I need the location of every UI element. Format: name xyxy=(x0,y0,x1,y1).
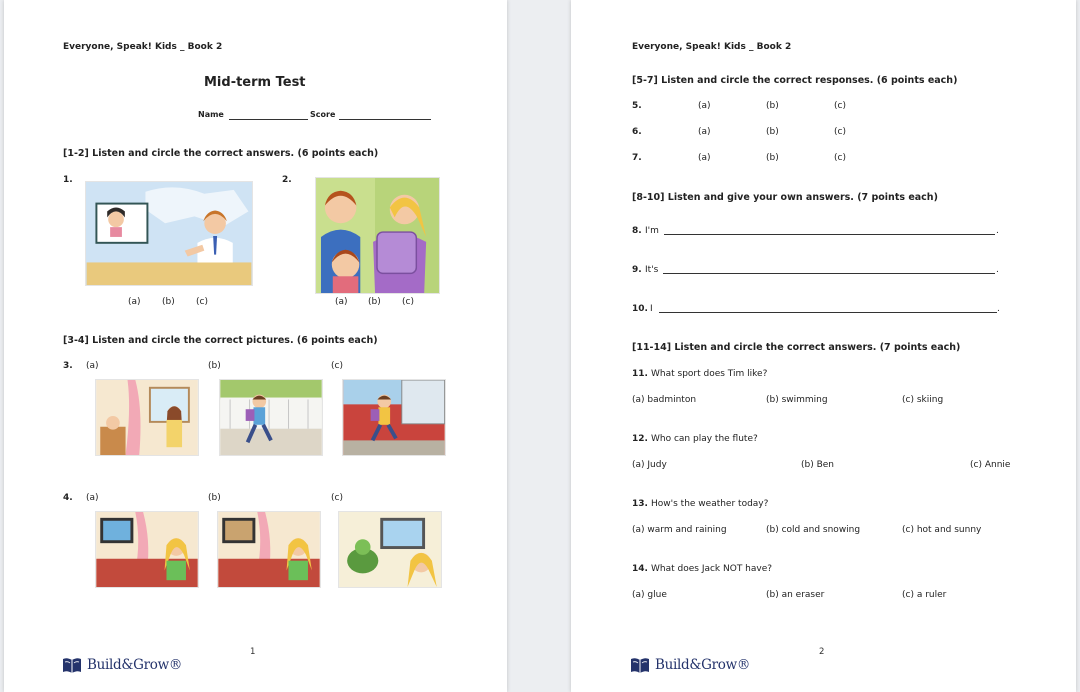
girl-tv-dog-illustration xyxy=(218,512,320,587)
girl-turtle-tv-illustration xyxy=(339,512,441,587)
news-anchor-illustration xyxy=(86,182,252,285)
test-page-1 xyxy=(4,0,507,692)
question-number-2: 2. xyxy=(282,175,292,185)
children-with-backpack-illustration xyxy=(316,178,439,293)
q3-option-c[interactable]: (c) xyxy=(331,361,343,371)
page-header: Everyone, Speak! Kids _ Book 2 xyxy=(63,42,223,52)
q8-answer-line[interactable] xyxy=(664,234,995,235)
build-and-grow-logo xyxy=(630,656,750,674)
boy-running-wall-illustration xyxy=(343,380,445,455)
logo-text: Build&Grow® xyxy=(655,657,751,673)
q11-option-c[interactable]: (c) skiing xyxy=(902,395,944,405)
q11-option-a[interactable]: (a) badminton xyxy=(632,395,697,405)
q10-answer-line[interactable] xyxy=(659,312,997,313)
page-title: Mid-term Test xyxy=(204,75,306,90)
q2-option-c[interactable]: (c) xyxy=(402,297,414,307)
section-11-14-instruction: [11-14] Listen and circle the correct answers. (7 points each) xyxy=(632,342,961,353)
question-2-picture xyxy=(315,177,440,294)
question-number-5: 5. xyxy=(632,101,642,111)
build-and-grow-logo xyxy=(62,656,182,674)
q1-option-a[interactable]: (a) xyxy=(128,297,141,307)
q11-option-b[interactable]: (b) swimming xyxy=(766,395,828,405)
test-page-2 xyxy=(571,0,1076,692)
q10-prompt: I xyxy=(650,304,653,314)
q9-period: . xyxy=(996,265,999,275)
q14-option-c[interactable]: (c) a ruler xyxy=(902,590,947,600)
q4-picture-b[interactable] xyxy=(217,511,321,588)
question-number-3: 3. xyxy=(63,361,73,371)
q3-picture-b[interactable] xyxy=(219,379,323,456)
book-logo-icon xyxy=(62,656,82,674)
boy-sleeping-illustration xyxy=(96,380,198,455)
q3-picture-c[interactable] xyxy=(342,379,446,456)
q4-picture-c[interactable] xyxy=(338,511,442,588)
question-number-9: 9. xyxy=(632,265,642,275)
score-label: Score xyxy=(310,110,336,119)
page-number: 2 xyxy=(819,647,825,657)
q9-prompt: It's xyxy=(645,265,659,275)
q2-option-a[interactable]: (a) xyxy=(335,297,348,307)
girl-watching-tv-illustration xyxy=(96,512,198,587)
q9-answer-line[interactable] xyxy=(663,273,995,274)
q7-option-b[interactable]: (b) xyxy=(766,153,779,163)
q14-option-a[interactable]: (a) glue xyxy=(632,590,667,600)
q12-option-c[interactable]: (c) Annie xyxy=(970,460,1011,470)
question-number-6: 6. xyxy=(632,127,642,137)
score-line[interactable] xyxy=(339,119,431,120)
section-1-2-instruction: [1-2] Listen and circle the correct answers. (6 points each) xyxy=(63,148,379,159)
q3-option-b[interactable]: (b) xyxy=(208,361,221,371)
question-number-10: 10. xyxy=(632,304,648,314)
q5-option-a[interactable]: (a) xyxy=(698,101,711,111)
page-header: Everyone, Speak! Kids _ Book 2 xyxy=(632,42,792,52)
name-label: Name xyxy=(198,110,224,119)
q11-text: What sport does Tim like? xyxy=(651,369,768,379)
q1-option-c[interactable]: (c) xyxy=(196,297,208,307)
q13-text: How's the weather today? xyxy=(651,499,769,509)
q6-option-a[interactable]: (a) xyxy=(698,127,711,137)
q6-option-c[interactable]: (c) xyxy=(834,127,846,137)
q7-option-c[interactable]: (c) xyxy=(834,153,846,163)
logo-text: Build&Grow® xyxy=(87,657,183,673)
q4-option-c[interactable]: (c) xyxy=(331,493,343,503)
question-1-picture xyxy=(85,181,253,286)
section-3-4-instruction: [3-4] Listen and circle the correct pictures. (6 points each) xyxy=(63,335,378,346)
question-number-13: 13. xyxy=(632,499,648,509)
section-8-10-instruction: [8-10] Listen and give your own answers. (7 points each) xyxy=(632,192,938,203)
boy-running-outside-illustration xyxy=(220,380,322,455)
q5-option-c[interactable]: (c) xyxy=(834,101,846,111)
question-number-11: 11. xyxy=(632,369,648,379)
question-number-7: 7. xyxy=(632,153,642,163)
q12-option-b[interactable]: (b) Ben xyxy=(801,460,835,470)
q4-picture-a[interactable] xyxy=(95,511,199,588)
q14-option-b[interactable]: (b) an eraser xyxy=(766,590,825,600)
q13-option-b[interactable]: (b) cold and snowing xyxy=(766,525,861,535)
q10-period: . xyxy=(997,304,1000,314)
question-number-14: 14. xyxy=(632,564,648,574)
q8-prompt: I'm xyxy=(645,226,659,236)
q4-option-a[interactable]: (a) xyxy=(86,493,99,503)
q13-option-a[interactable]: (a) warm and raining xyxy=(632,525,727,535)
q5-option-b[interactable]: (b) xyxy=(766,101,779,111)
question-number-12: 12. xyxy=(632,434,648,444)
q12-text: Who can play the flute? xyxy=(651,434,758,444)
section-5-7-instruction: [5-7] Listen and circle the correct responses. (6 points each) xyxy=(632,75,958,86)
q12-option-a[interactable]: (a) Judy xyxy=(632,460,667,470)
question-number-8: 8. xyxy=(632,226,642,236)
q13-option-c[interactable]: (c) hot and sunny xyxy=(902,525,982,535)
question-number-4: 4. xyxy=(63,493,73,503)
question-number-1: 1. xyxy=(63,175,73,185)
q3-picture-a[interactable] xyxy=(95,379,199,456)
q14-text: What does Jack NOT have? xyxy=(651,564,773,574)
q1-option-b[interactable]: (b) xyxy=(162,297,175,307)
q7-option-a[interactable]: (a) xyxy=(698,153,711,163)
q6-option-b[interactable]: (b) xyxy=(766,127,779,137)
q2-option-b[interactable]: (b) xyxy=(368,297,381,307)
q3-option-a[interactable]: (a) xyxy=(86,361,99,371)
name-line[interactable] xyxy=(229,119,308,120)
q8-period: . xyxy=(996,226,999,236)
q4-option-b[interactable]: (b) xyxy=(208,493,221,503)
book-logo-icon xyxy=(630,656,650,674)
page-number: 1 xyxy=(250,647,256,657)
